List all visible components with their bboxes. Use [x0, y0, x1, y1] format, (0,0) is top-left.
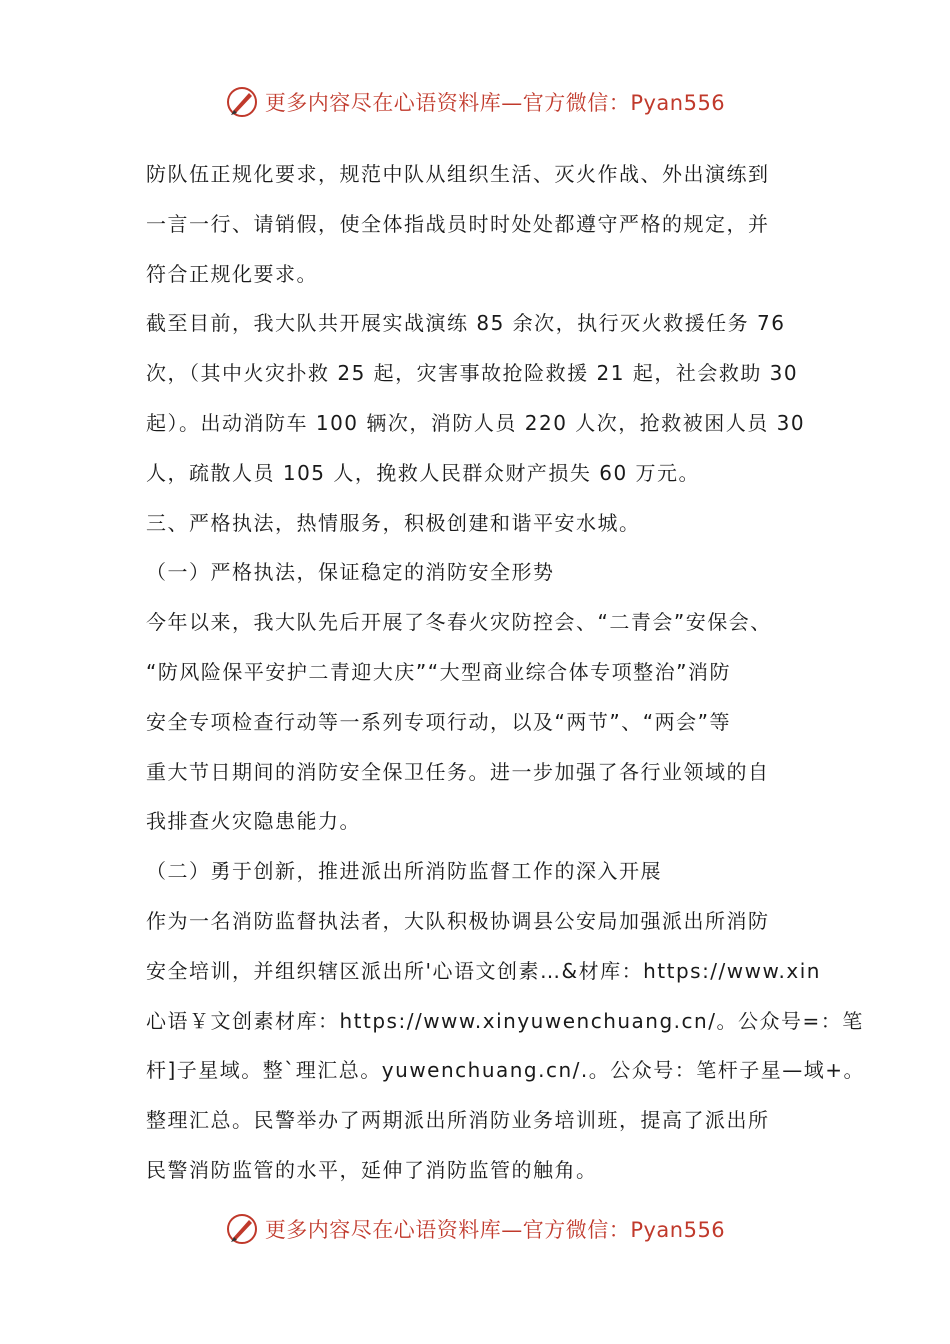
body-line: 符合正规化要求。 [146, 261, 318, 286]
body-line: 作为一名消防监督执法者，大队积极协调县公安局加强派出所消防 [146, 908, 770, 933]
body-line: 人，疏散人员 105 人，挽救人民群众财产损失 60 万元。 [146, 460, 701, 485]
section-heading: 三、严格执法，热情服务，积极创建和谐平安水城。 [146, 510, 641, 535]
body-line: 防队伍正规化要求，规范中队从组织生活、灭火作战、外出演练到 [146, 162, 770, 186]
footer-banner [0, 1209, 950, 1249]
body-line: 安全专项检查行动等一系列专项行动，以及“两节”、“两会”等 [146, 709, 731, 734]
pen-logo-icon [225, 1212, 259, 1246]
footer-banner-text: 更多内容尽在心语资料库—官方微信：Pyan556 [264, 1218, 726, 1242]
body-line: 心语￥文创素材库：https://www.xinyuwenchuang.cn/。公众号=：笔 [146, 1008, 864, 1033]
body-line: 起）。出动消防车 100 辆次，消防人员 220 人次，抢救被困人员 30 [146, 410, 806, 435]
body-line: 今年以来，我大队先后开展了冬春火灾防控会、“二青会”安保会、 [146, 610, 772, 635]
body-line: 民警消防监管的水平，延伸了消防监管的触角。 [146, 1157, 598, 1182]
pen-logo-icon [225, 85, 259, 119]
header-wechat-id: Pyan556 [630, 91, 726, 115]
header-banner-text: 更多内容尽在心语资料库—官方微信：Pyan556 [264, 91, 726, 115]
footer-wechat-id: Pyan556 [630, 1218, 726, 1242]
body-line: 杆]子星域。整`理汇总。yuwenchuang.cn/.。公众号：笔杆子星—域+。 [146, 1058, 866, 1083]
body-line: 重大节日期间的消防安全保卫任务。进一步加强了各行业领域的自 [146, 759, 770, 784]
subsection-heading: （一）严格执法，保证稳定的消防安全形势 [146, 560, 555, 585]
document-body [146, 150, 866, 1196]
subsection-heading: （二）勇于创新，推进派出所消防监督工作的深入开展 [146, 859, 662, 884]
header-banner [0, 82, 950, 122]
body-line: 一言一行、请销假，使全体指战员时时处处都遵守严格的规定，并 [146, 211, 770, 236]
body-line: 安全培训，并组织辖区派出所'心语文创素…&材库：https://www.xin [146, 958, 821, 983]
body-line: “防风险保平安护二青迎大庆”“大型商业综合体专项整治”消防 [146, 659, 731, 684]
body-line: 整理汇总。民警举办了两期派出所消防业务培训班，提高了派出所 [146, 1108, 770, 1133]
body-line: 次，（其中火灾扑救 25 起，灾害事故抢险救援 21 起，社会救助 30 [146, 361, 799, 386]
body-line: 截至目前，我大队共开展实战演练 85 余次，执行灭火救援任务 76 [146, 311, 786, 336]
body-line: 我排查火灾隐患能力。 [146, 809, 361, 834]
